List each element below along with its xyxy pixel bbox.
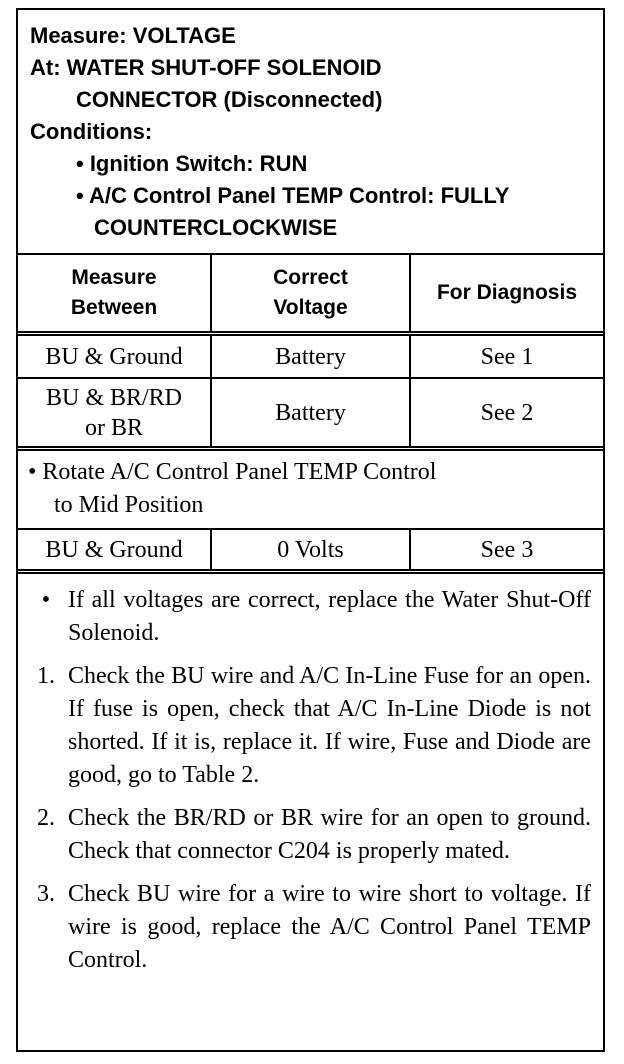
condition-item: • Ignition Switch: RUN bbox=[76, 151, 308, 176]
table-row bbox=[18, 336, 603, 379]
diagnosis-notes bbox=[18, 574, 603, 977]
measure-between-cell: BU & Ground bbox=[18, 336, 212, 377]
step-number: 2. bbox=[37, 805, 55, 831]
note-item bbox=[24, 584, 591, 650]
measure-between-cell: BU & BR/RD or BR bbox=[18, 379, 212, 446]
note-text: Check the BR/RD or BR wire for an open to ground. Check that connector C204 is properly mated. bbox=[68, 805, 591, 864]
measure-between-cell: BU & Ground bbox=[18, 530, 212, 569]
note-item bbox=[24, 802, 591, 868]
correct-voltage-cell: Battery bbox=[212, 379, 411, 446]
location-label-cont: CONNECTOR (Disconnected) bbox=[76, 87, 383, 112]
correct-voltage-cell: 0 Volts bbox=[212, 530, 411, 569]
correct-voltage-cell: Battery bbox=[212, 336, 411, 377]
column-header-correct-voltage: Correct Voltage bbox=[212, 255, 411, 331]
diagnosis-cell: See 1 bbox=[480, 343, 534, 370]
column-header-for-diagnosis: For Diagnosis bbox=[436, 281, 578, 304]
table-row bbox=[18, 530, 603, 574]
table-note bbox=[18, 451, 603, 530]
note-item bbox=[24, 878, 591, 977]
column-header-measure-between: Measure Between bbox=[18, 255, 212, 331]
bullet-mark: • bbox=[41, 587, 51, 613]
diagnosis-cell: See 3 bbox=[480, 536, 534, 563]
diagnostic-table bbox=[16, 8, 605, 1052]
note-line: • Rotate A/C Control Panel TEMP Control bbox=[28, 459, 437, 485]
location-label: At: WATER SHUT-OFF SOLENOID bbox=[30, 55, 382, 80]
note-item bbox=[24, 660, 591, 792]
measurement-header bbox=[18, 10, 603, 255]
step-number: 1. bbox=[37, 663, 55, 689]
note-text: Check the BU wire and A/C In-Line Fuse for an open. If fuse is open, check that A/C In-Line Diode is not shorted. If it is, replace it. If wire, Fuse and Diode are good, go to Table 2. bbox=[68, 663, 591, 788]
table-header-row bbox=[18, 255, 603, 336]
note-line-cont: to Mid Position bbox=[54, 492, 204, 518]
note-text: If all voltages are correct, replace the Water Shut-Off Solenoid. bbox=[68, 587, 591, 646]
condition-item-cont: COUNTERCLOCKWISE bbox=[94, 215, 338, 240]
table-row bbox=[18, 379, 603, 451]
diagnosis-cell: See 2 bbox=[480, 399, 534, 426]
note-text: Check BU wire for a wire to wire short to voltage. If wire is good, replace the A/C Control Panel TEMP Control. bbox=[68, 881, 591, 973]
step-number: 3. bbox=[37, 881, 55, 907]
measure-label: Measure: VOLTAGE bbox=[30, 23, 236, 48]
conditions-label: Conditions: bbox=[30, 119, 153, 144]
condition-item: • A/C Control Panel TEMP Control: FULLY bbox=[76, 183, 510, 208]
